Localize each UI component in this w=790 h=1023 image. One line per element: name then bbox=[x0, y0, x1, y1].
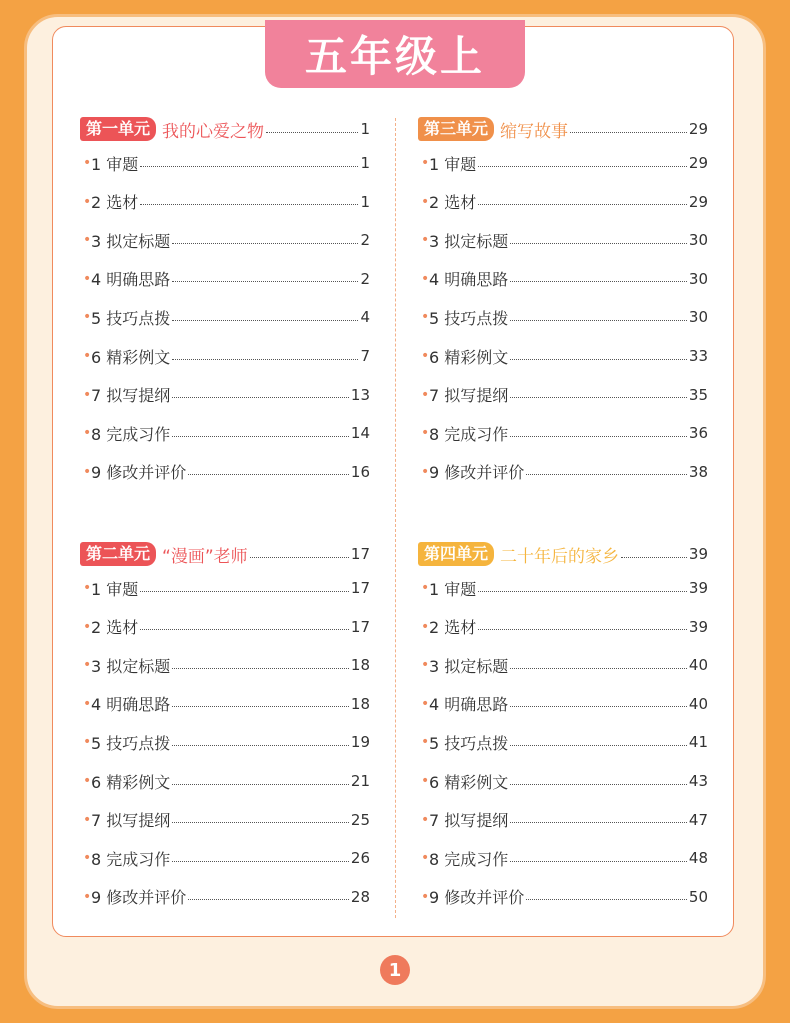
toc-entry-page: 36 bbox=[688, 424, 708, 443]
leader-dots bbox=[172, 359, 358, 360]
toc-entry-label: 1 审题 bbox=[429, 154, 477, 174]
toc-entry[interactable] bbox=[80, 305, 370, 329]
toc-entry-label: 5 技巧点拨 bbox=[91, 308, 171, 328]
bullet-icon: • bbox=[83, 463, 92, 480]
leader-dots bbox=[172, 436, 349, 437]
leader-dots bbox=[250, 557, 349, 558]
toc-entry[interactable] bbox=[418, 846, 708, 870]
toc-entry[interactable] bbox=[418, 190, 708, 214]
toc-entry-page: 29 bbox=[688, 154, 708, 172]
unit-heading[interactable] bbox=[80, 115, 370, 143]
leader-dots bbox=[172, 668, 349, 669]
leader-dots bbox=[510, 784, 687, 785]
toc-entry[interactable] bbox=[80, 615, 370, 639]
leader-dots bbox=[478, 591, 687, 592]
toc-entry[interactable] bbox=[80, 653, 370, 677]
toc-entry-page: 40 bbox=[688, 656, 708, 675]
toc-entry-page: 39 bbox=[688, 579, 708, 597]
bullet-icon: • bbox=[421, 657, 430, 674]
toc-entry-page: 35 bbox=[688, 385, 708, 404]
toc-entry-page: 39 bbox=[688, 617, 708, 636]
toc-entry-label: 8 完成习作 bbox=[91, 849, 171, 869]
toc-entry-page: 13 bbox=[350, 385, 370, 404]
bullet-icon: • bbox=[421, 580, 430, 596]
toc-entry-page: 30 bbox=[688, 231, 708, 250]
leader-dots bbox=[526, 474, 687, 475]
toc-entry-page: 50 bbox=[688, 887, 708, 906]
toc-entry[interactable] bbox=[418, 885, 708, 909]
toc-entry-page: 40 bbox=[688, 694, 708, 713]
toc-entry-label: 4 明确思路 bbox=[91, 695, 171, 715]
bullet-icon: • bbox=[83, 695, 92, 712]
leader-dots bbox=[188, 474, 349, 475]
toc-entry-page: 41 bbox=[688, 733, 708, 752]
bullet-icon: • bbox=[83, 811, 92, 828]
bullet-icon: • bbox=[421, 888, 430, 905]
bullet-icon: • bbox=[421, 232, 430, 249]
unit-page-number: 29 bbox=[688, 120, 708, 138]
toc-entry-label: 8 完成习作 bbox=[429, 849, 509, 869]
toc-entry-label: 3 拟定标题 bbox=[91, 231, 171, 251]
unit-title: “漫画”老师 bbox=[162, 546, 248, 567]
leader-dots bbox=[510, 745, 687, 746]
toc-entry-label: 6 精彩例文 bbox=[91, 347, 171, 367]
toc-entry-page: 19 bbox=[350, 733, 370, 752]
leader-dots bbox=[510, 359, 687, 360]
toc-entry-label: 8 完成习作 bbox=[91, 424, 171, 444]
toc-entry-label: 3 拟定标题 bbox=[429, 231, 509, 251]
leader-dots bbox=[478, 166, 687, 167]
toc-entry-page: 2 bbox=[360, 231, 370, 250]
bullet-icon: • bbox=[421, 155, 430, 171]
bullet-icon: • bbox=[83, 618, 92, 635]
bullet-icon: • bbox=[421, 695, 430, 712]
leader-dots bbox=[172, 861, 349, 862]
leader-dots bbox=[510, 397, 687, 398]
toc-entry-label: 4 明确思路 bbox=[429, 270, 509, 290]
toc-entry-page: 17 bbox=[350, 579, 370, 597]
toc-entry-label: 1 审题 bbox=[91, 579, 139, 599]
unit-title: 我的心爱之物 bbox=[162, 121, 265, 142]
toc-entry-label: 4 明确思路 bbox=[91, 270, 171, 290]
toc-entry-label: 7 拟写提纲 bbox=[429, 386, 509, 406]
bullet-icon: • bbox=[421, 618, 430, 635]
unit-page-number: 39 bbox=[688, 545, 708, 563]
toc-entry-label: 2 选材 bbox=[429, 193, 477, 213]
leader-dots bbox=[510, 243, 687, 244]
toc-entry[interactable] bbox=[418, 151, 708, 175]
toc-entry[interactable] bbox=[418, 576, 708, 600]
toc-entry-label: 7 拟写提纲 bbox=[91, 386, 171, 406]
toc-entry-label: 2 选材 bbox=[91, 618, 139, 638]
unit-heading[interactable] bbox=[80, 540, 370, 568]
bullet-icon: • bbox=[421, 309, 430, 326]
leader-dots bbox=[188, 899, 349, 900]
toc-entry-page: 18 bbox=[350, 694, 370, 713]
toc-entry[interactable] bbox=[80, 576, 370, 600]
unit-badge: 第三单元 bbox=[418, 117, 494, 141]
toc-entry-page: 43 bbox=[688, 772, 708, 790]
toc-entry[interactable] bbox=[80, 421, 370, 445]
toc-entry-page: 47 bbox=[688, 810, 708, 829]
toc-entry[interactable] bbox=[80, 885, 370, 909]
toc-entry[interactable] bbox=[418, 730, 708, 754]
toc-entry[interactable] bbox=[418, 228, 708, 252]
toc-entry-label: 3 拟定标题 bbox=[429, 656, 509, 676]
page-number-badge: 1 bbox=[380, 955, 410, 985]
toc-entry-page: 17 bbox=[350, 617, 370, 636]
leader-dots bbox=[172, 706, 349, 707]
leader-dots bbox=[510, 822, 687, 823]
bullet-icon: • bbox=[421, 463, 430, 480]
toc-entry-page: 28 bbox=[350, 887, 370, 906]
toc-entry-label: 5 技巧点拨 bbox=[429, 308, 509, 328]
toc-entry[interactable] bbox=[80, 383, 370, 407]
unit-badge: 第二单元 bbox=[80, 542, 156, 566]
toc-entry[interactable] bbox=[80, 344, 370, 368]
leader-dots bbox=[621, 557, 687, 558]
leader-dots bbox=[172, 243, 358, 244]
bullet-icon: • bbox=[83, 888, 92, 905]
bullet-icon: • bbox=[83, 193, 92, 210]
bullet-icon: • bbox=[83, 657, 92, 674]
toc-entry[interactable] bbox=[80, 769, 370, 793]
bullet-icon: • bbox=[83, 270, 92, 287]
unit-title: 二十年后的家乡 bbox=[500, 546, 620, 567]
toc-entry-page: 48 bbox=[688, 849, 708, 868]
leader-dots bbox=[510, 320, 687, 321]
toc-entry-page: 16 bbox=[350, 462, 370, 481]
toc-entry-page: 30 bbox=[688, 308, 708, 327]
unit-page-number: 1 bbox=[360, 120, 370, 138]
leader-dots bbox=[478, 629, 687, 630]
toc-entry[interactable] bbox=[80, 846, 370, 870]
toc-entry-label: 7 拟写提纲 bbox=[91, 811, 171, 831]
toc-entry[interactable] bbox=[80, 730, 370, 754]
toc-entry-label: 3 拟定标题 bbox=[91, 656, 171, 676]
toc-entry[interactable] bbox=[80, 460, 370, 484]
bullet-icon: • bbox=[83, 425, 92, 442]
leader-dots bbox=[140, 591, 349, 592]
toc-entry[interactable] bbox=[80, 151, 370, 175]
toc-entry-page: 38 bbox=[688, 462, 708, 481]
toc-entry[interactable] bbox=[80, 228, 370, 252]
unit-heading[interactable] bbox=[418, 115, 708, 143]
leader-dots bbox=[140, 629, 349, 630]
bullet-icon: • bbox=[421, 348, 430, 364]
toc-entry-label: 5 技巧点拨 bbox=[429, 733, 509, 753]
toc-entry-label: 6 精彩例文 bbox=[429, 347, 509, 367]
toc-entry[interactable] bbox=[418, 383, 708, 407]
leader-dots bbox=[510, 861, 687, 862]
leader-dots bbox=[510, 668, 687, 669]
toc-entry-page: 33 bbox=[688, 347, 708, 365]
toc-entry-page: 14 bbox=[350, 424, 370, 443]
toc-entry[interactable] bbox=[418, 344, 708, 368]
toc-entry-label: 1 审题 bbox=[429, 579, 477, 599]
leader-dots bbox=[510, 706, 687, 707]
bullet-icon: • bbox=[421, 270, 430, 287]
bullet-icon: • bbox=[421, 734, 430, 751]
toc-entry[interactable] bbox=[418, 421, 708, 445]
leader-dots bbox=[140, 204, 358, 205]
bullet-icon: • bbox=[83, 850, 92, 867]
bullet-icon: • bbox=[421, 850, 430, 867]
toc-entry-label: 8 完成习作 bbox=[429, 424, 509, 444]
toc-entry-page: 18 bbox=[350, 656, 370, 675]
bullet-icon: • bbox=[83, 773, 92, 789]
leader-dots bbox=[172, 320, 358, 321]
toc-entry-label: 6 精彩例文 bbox=[429, 772, 509, 792]
leader-dots bbox=[526, 899, 687, 900]
toc-entry-label: 7 拟写提纲 bbox=[429, 811, 509, 831]
toc-entry[interactable] bbox=[418, 769, 708, 793]
bullet-icon: • bbox=[83, 348, 92, 364]
bullet-icon: • bbox=[83, 386, 92, 403]
toc-entry[interactable] bbox=[418, 460, 708, 484]
toc-entry[interactable] bbox=[418, 267, 708, 291]
toc-entry-page: 21 bbox=[350, 772, 370, 790]
toc-entry[interactable] bbox=[80, 692, 370, 716]
toc-entry-page: 26 bbox=[350, 849, 370, 868]
toc-entry[interactable] bbox=[418, 615, 708, 639]
toc-entry-label: 4 明确思路 bbox=[429, 695, 509, 715]
bullet-icon: • bbox=[83, 580, 92, 596]
toc-entry-page: 2 bbox=[360, 269, 370, 288]
toc-entry[interactable] bbox=[418, 692, 708, 716]
bullet-icon: • bbox=[83, 309, 92, 326]
toc-entry[interactable] bbox=[418, 808, 708, 832]
toc-entry-label: 6 精彩例文 bbox=[91, 772, 171, 792]
toc-entry-page: 1 bbox=[360, 154, 370, 172]
bullet-icon: • bbox=[83, 232, 92, 249]
toc-entry-page: 4 bbox=[360, 308, 370, 327]
leader-dots bbox=[172, 281, 358, 282]
toc-entry-page: 7 bbox=[360, 347, 370, 365]
page-title: 五年级上 bbox=[265, 20, 525, 88]
toc-entry-label: 1 审题 bbox=[91, 154, 139, 174]
toc-entry-label: 9 修改并评价 bbox=[91, 463, 187, 483]
toc-entry-page: 25 bbox=[350, 810, 370, 829]
toc-entry-label: 9 修改并评价 bbox=[429, 463, 525, 483]
bullet-icon: • bbox=[421, 425, 430, 442]
toc-entry[interactable] bbox=[418, 305, 708, 329]
column-divider bbox=[395, 118, 396, 918]
leader-dots bbox=[510, 436, 687, 437]
toc-entry-label: 2 选材 bbox=[429, 618, 477, 638]
bullet-icon: • bbox=[83, 734, 92, 751]
toc-entry-page: 29 bbox=[688, 192, 708, 211]
leader-dots bbox=[172, 397, 349, 398]
unit-heading[interactable] bbox=[418, 540, 708, 568]
toc-entry-label: 2 选材 bbox=[91, 193, 139, 213]
toc-entry[interactable] bbox=[80, 808, 370, 832]
leader-dots bbox=[140, 166, 358, 167]
unit-page-number: 17 bbox=[350, 545, 370, 563]
unit-badge: 第四单元 bbox=[418, 542, 494, 566]
unit-badge: 第一单元 bbox=[80, 117, 156, 141]
toc-entry-label: 9 修改并评价 bbox=[91, 888, 187, 908]
toc-entry-label: 9 修改并评价 bbox=[429, 888, 525, 908]
leader-dots bbox=[172, 745, 349, 746]
bullet-icon: • bbox=[83, 155, 92, 171]
bullet-icon: • bbox=[421, 193, 430, 210]
leader-dots bbox=[510, 281, 687, 282]
bullet-icon: • bbox=[421, 773, 430, 789]
toc-entry[interactable] bbox=[80, 190, 370, 214]
bullet-icon: • bbox=[421, 811, 430, 828]
leader-dots bbox=[478, 204, 687, 205]
unit-title: 缩写故事 bbox=[500, 121, 569, 142]
leader-dots bbox=[172, 784, 349, 785]
toc-entry-page: 30 bbox=[688, 269, 708, 288]
toc-entry-page: 1 bbox=[360, 192, 370, 211]
toc-entry[interactable] bbox=[80, 267, 370, 291]
bullet-icon: • bbox=[421, 386, 430, 403]
toc-entry-label: 5 技巧点拨 bbox=[91, 733, 171, 753]
toc-entry[interactable] bbox=[418, 653, 708, 677]
leader-dots bbox=[172, 822, 349, 823]
leader-dots bbox=[266, 132, 358, 133]
leader-dots bbox=[570, 132, 687, 133]
